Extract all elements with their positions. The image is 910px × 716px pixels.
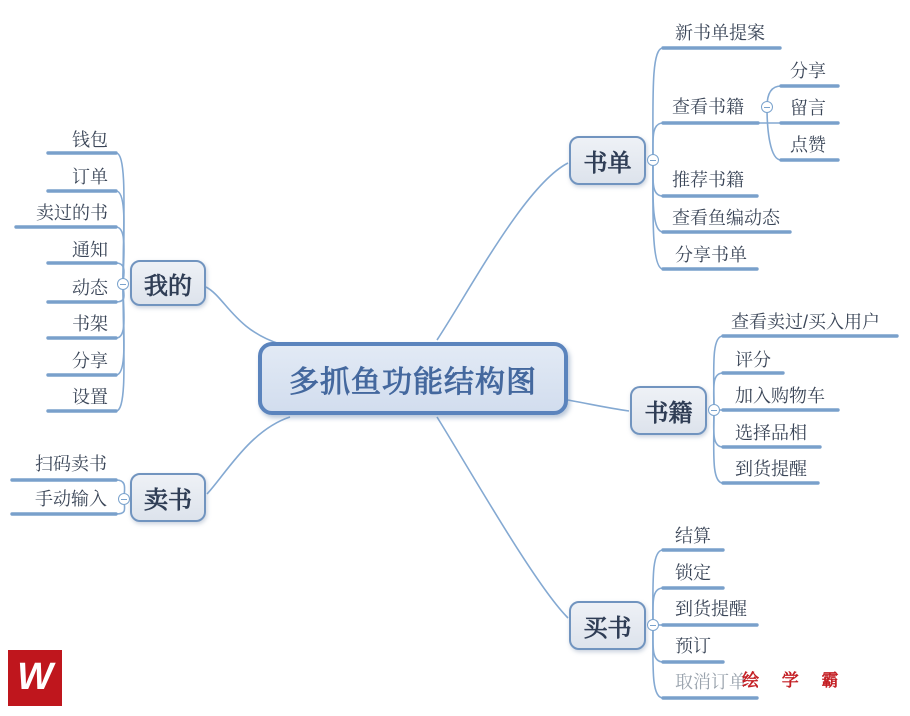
central-topic[interactable]: 多抓鱼功能结构图 xyxy=(258,342,568,415)
child-topic-manual-input[interactable]: 手动输入 xyxy=(35,489,107,509)
child-topic-checkout[interactable]: 结算 xyxy=(675,526,711,546)
child-topic-share-book-list[interactable]: 分享书单 xyxy=(675,245,747,265)
child-topic-recommend-books[interactable]: 推荐书籍 xyxy=(672,170,744,190)
child-topic-wallet[interactable]: 钱包 xyxy=(72,130,108,150)
child-topic-comment[interactable]: 留言 xyxy=(790,98,826,118)
child-topic-share-sub[interactable]: 分享 xyxy=(790,61,826,81)
child-topic-arrival-reminder-books[interactable]: 到货提醒 xyxy=(735,459,807,479)
child-topic-editor-activity[interactable]: 查看鱼编动态 xyxy=(672,208,780,228)
collapse-icon-mine[interactable] xyxy=(117,278,129,290)
child-topic-new-list-proposal[interactable]: 新书单提案 xyxy=(675,23,765,43)
child-topic-share[interactable]: 分享 xyxy=(72,351,108,371)
child-topic-lock[interactable]: 锁定 xyxy=(675,563,711,583)
child-topic-arrival-reminder-buy[interactable]: 到货提醒 xyxy=(675,599,747,619)
child-topic-view-users[interactable]: 查看卖过/买入用户 xyxy=(731,312,881,332)
child-topic-sold-books[interactable]: 卖过的书 xyxy=(36,203,108,223)
topic-sell-books[interactable]: 卖书 xyxy=(130,473,206,522)
child-topic-notifications[interactable]: 通知 xyxy=(72,240,108,260)
topic-buy-books[interactable]: 买书 xyxy=(569,601,646,650)
logo-w-icon: W xyxy=(17,656,53,698)
collapse-icon-sell-books[interactable] xyxy=(118,493,130,505)
topic-book-list[interactable]: 书单 xyxy=(569,136,646,185)
collapse-icon-view-books[interactable] xyxy=(761,101,773,113)
collapse-icon-buy-books[interactable] xyxy=(647,619,659,631)
collapse-icon-books[interactable] xyxy=(708,404,720,416)
child-topic-activity[interactable]: 动态 xyxy=(72,278,108,298)
child-topic-add-to-cart[interactable]: 加入购物车 xyxy=(735,386,825,406)
child-topic-settings[interactable]: 设置 xyxy=(72,387,108,407)
child-topic-scan-sell[interactable]: 扫码卖书 xyxy=(35,454,107,474)
child-topic-orders[interactable]: 订单 xyxy=(72,167,108,187)
brand-logo xyxy=(8,650,62,706)
child-topic-cancel-order[interactable]: 取消订单 xyxy=(675,672,747,692)
topic-books[interactable]: 书籍 xyxy=(630,386,707,435)
child-topic-like[interactable]: 点赞 xyxy=(790,135,826,155)
child-topic-bookshelf[interactable]: 书架 xyxy=(72,314,108,334)
topic-mine[interactable]: 我的 xyxy=(130,260,206,306)
watermark-text: 绘 学 霸 xyxy=(742,671,848,690)
child-topic-view-books[interactable]: 查看书籍 xyxy=(672,97,744,117)
child-topic-rating[interactable]: 评分 xyxy=(735,350,771,370)
child-topic-select-condition[interactable]: 选择品相 xyxy=(735,423,807,443)
collapse-icon-book-list[interactable] xyxy=(647,154,659,166)
child-topic-preorder[interactable]: 预订 xyxy=(675,636,711,656)
